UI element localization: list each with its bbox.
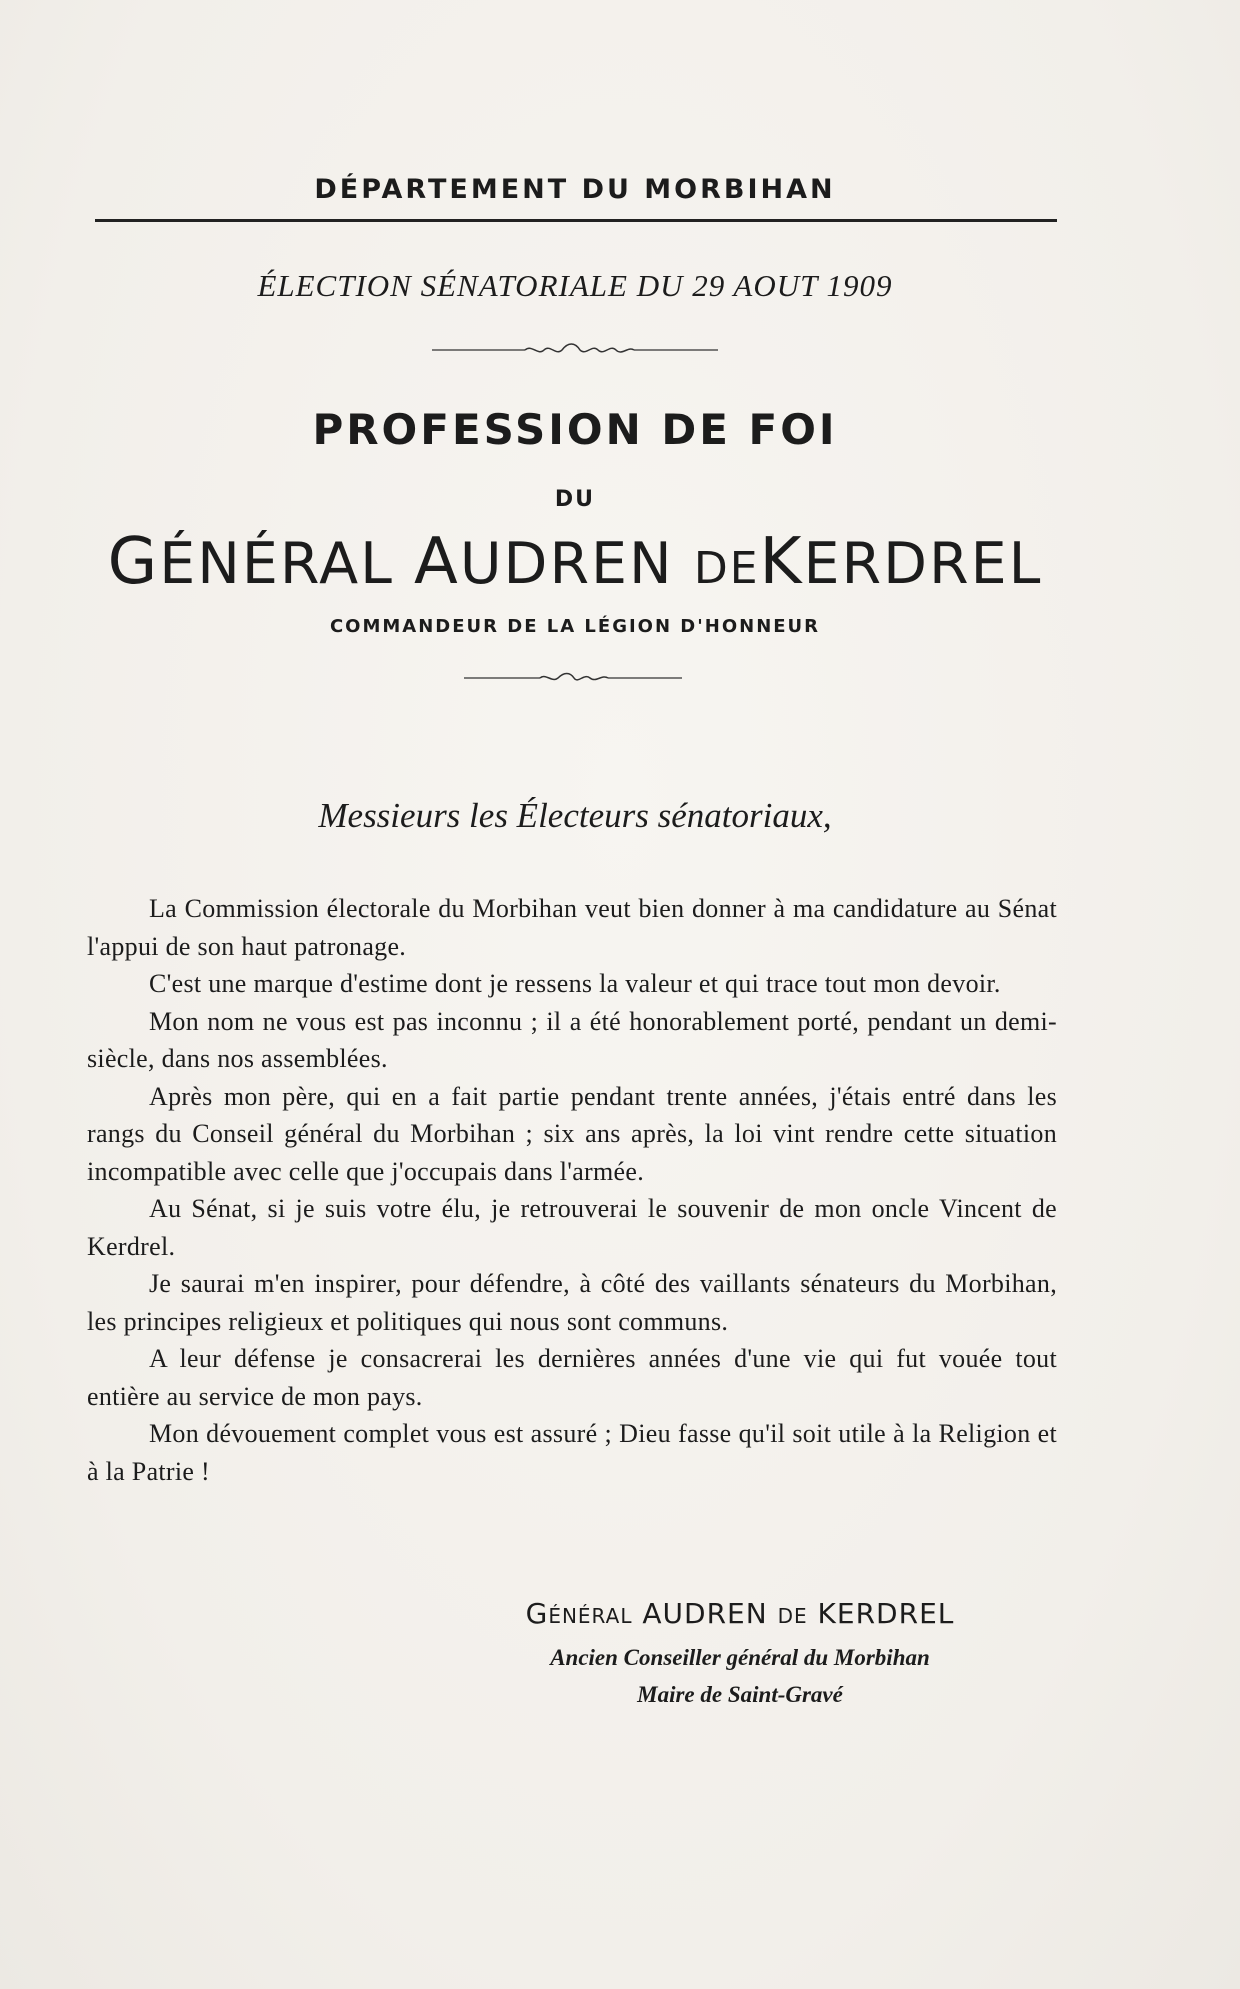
signature-name [480,1597,1000,1630]
name-initial-part: G [107,525,160,599]
name-general: ÉNÉRAL [159,531,394,597]
signature-title-1: Ancien Conseiller général du Morbihan [550,1645,930,1670]
salutation: Messieurs les Électeurs sénatoriaux, [318,796,832,835]
signature-title-2: Maire de Saint-Gravé [637,1682,843,1707]
paragraph: A leur défense je consacrerai les dernières années d'une vie qui fut vouée tout entière au service de mon pays. [87,1344,1057,1411]
department-heading: DÉPARTEMENT DU MORBIHAN [314,174,836,205]
flourish-divider-icon [430,338,720,360]
flourish-divider-icon [462,668,684,686]
paragraph: Mon nom ne vous est pas inconnu ; il a été honorablement porté, pendant un demi-siècle, dans nos assemblées. [87,1006,1057,1073]
signature-audren: AUDREN [642,1597,768,1630]
document-title: PROFESSION DE FOI [312,405,838,454]
election-heading: ÉLECTION SÉNATORIALE DU 29 AOUT 1909 [257,268,893,303]
paragraph: Mon dévouement complet vous est assuré ; Dieu fasse qu'il soit utile à la Religion et à la Patrie ! [87,1419,1057,1486]
name-audren: UDREN [459,531,674,597]
candidate-name [60,525,1090,599]
horizontal-rule [95,219,1057,222]
paragraph: Je saurai m'en inspirer, pour défendre, à côté des vaillants sénateurs du Morbihan, les principes religieux et politiques qui nous sont communs. [87,1269,1057,1336]
signature-de: DE [777,1604,808,1628]
name-kerdrel: ERDREL [803,531,1043,597]
signature-kerdrel: KERDREL [817,1597,955,1630]
decoration-title: COMMANDEUR DE LA LÉGION D'HONNEUR [329,616,821,637]
name-de: DE [693,543,760,594]
signature-general: GÉNÉRAL [525,1597,633,1630]
title-connector: DU [554,487,596,512]
paragraph: C'est une marque d'estime dont je ressens la valeur et qui trace tout mon devoir. [149,969,1001,998]
letter-body [87,890,1057,1490]
name-kerdrel-initial: K [759,525,804,599]
paragraph: Après mon père, qui en a fait partie pendant trente années, j'étais entré dans les rangs du Conseil général du Morbihan ; six ans après, la loi vint rendre cette situation incompatible avec celle que j'occupais dans l'armée. [87,1081,1057,1186]
paragraph: La Commission électorale du Morbihan veut bien donner à ma candidature au Sénat l'appui de son haut patronage. [87,894,1057,961]
paragraph: Au Sénat, si je suis votre élu, je retrouverai le souvenir de mon oncle Vincent de Kerdrel. [87,1194,1057,1261]
name-audren-initial: A [414,525,460,599]
